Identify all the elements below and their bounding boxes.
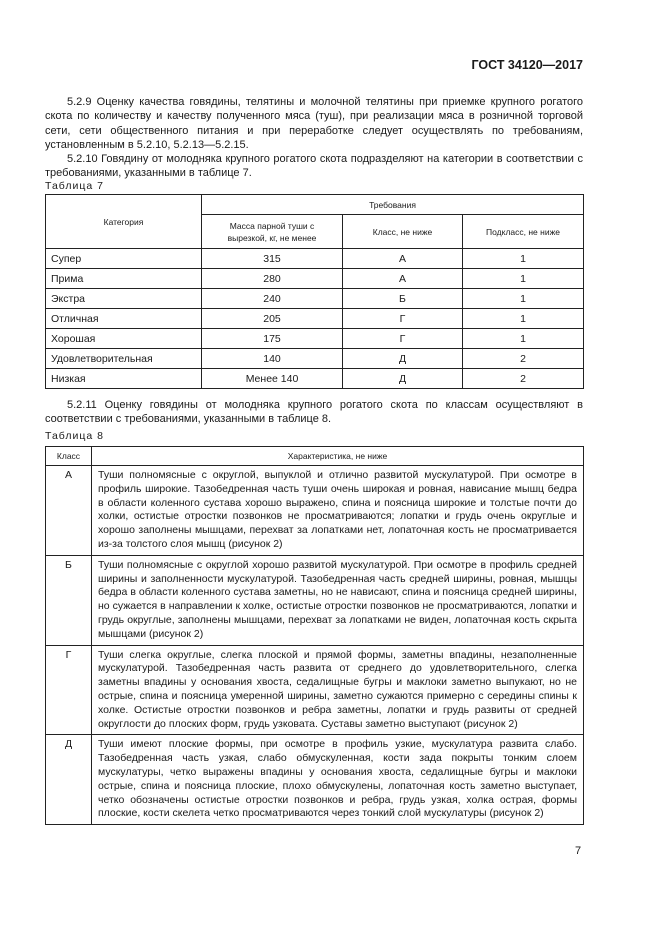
table-8 [45, 446, 584, 825]
page-number: 7 [575, 845, 582, 857]
cell-class: Б [46, 555, 92, 645]
cell-characteristic: Туши полномясные с округлой хорошо развитой мускулатурой. При осмотре в профиль средней ширины и заполненности мускулатурой. Тазобедренная часть средней ширины, ровная, мышцы бедра в области коленного сустава заметны, но не нависают, спина и поясница средней ширины, но сужается в направлении к холке, остистые отростки позвонков не просматриваются, лопатки и грудь округлые, заполнены мышцами, перехват за лопатками не виден, лопаточная кость скрыта мышцами (рисунок 2) [92, 555, 584, 645]
cell-category: Прима [46, 269, 202, 289]
table-row [46, 289, 584, 309]
cell-characteristic: Туши полномясные с округлой, выпуклой и отлично развитой мускулатурой. При осмотре в профиль широкие. Тазобедренная часть туши очень широкая и ровная, нависание мышц бедра в области коленного сустава хорошо выражено, спина и поясница широкие и толстые почти до холки, остистые отростки позвонков не просматриваются; лопатки и грудь очень округлые и хорошо заполнены мышцами, перехват за лопатками нет, лопаточная кость не просматривается из-за толстого слоя мышц (рисунок 2) [92, 466, 584, 556]
table-row [46, 349, 584, 369]
cell-subclass: 2 [463, 369, 584, 389]
header-requirements: Требования [202, 195, 584, 215]
cell-mass: 315 [202, 249, 343, 269]
table-row [46, 735, 584, 825]
cell-category: Хорошая [46, 329, 202, 349]
table-row [46, 369, 584, 389]
table-row [46, 645, 584, 735]
table-row [46, 555, 584, 645]
cell-category: Отличная [46, 309, 202, 329]
header-category: Категория [46, 195, 202, 249]
cell-subclass: 2 [463, 349, 584, 369]
cell-mass: 140 [202, 349, 343, 369]
cell-class: Г [343, 329, 463, 349]
cell-mass: 175 [202, 329, 343, 349]
cell-class: Д [46, 735, 92, 825]
document-code: ГОСТ 34120—2017 [471, 58, 583, 72]
cell-category: Супер [46, 249, 202, 269]
paragraph-5-2-10: 5.2.10 Говядину от молодняка крупного рогатого скота подразделяют на категории в соответствии с требованиями, указанными в таблице 7. [45, 153, 583, 180]
header-mass: Масса парной туши с вырезкой, кг, не менее [202, 215, 343, 249]
cell-subclass: 1 [463, 289, 584, 309]
table-7 [45, 194, 584, 389]
cell-mass: 205 [202, 309, 343, 329]
paragraph-5-2-9: 5.2.9 Оценку качества говядины, телятины и молочной телятины при приемке крупного рогатого скота по количеству и качеству полученного мяса (туш), при реализации мяса в розничной торговой сети, сети общественного питания и при переработке следует осуществлять по требованиям, установленным в 5.2.10, 5.2.13—5.2.15. [45, 96, 583, 151]
cell-subclass: 1 [463, 329, 584, 349]
cell-mass: 240 [202, 289, 343, 309]
table-row [46, 309, 584, 329]
cell-class: А [343, 249, 463, 269]
table-7-body [46, 249, 584, 389]
cell-subclass: 1 [463, 249, 584, 269]
cell-class: Г [343, 309, 463, 329]
cell-class: Г [46, 645, 92, 735]
cell-characteristic: Туши слегка округлые, слегка плоской и прямой формы, заметны впадины, незаполненные мускулатурой. Тазобедренная часть развита от среднего до удовлетворительного, слегка заметны впадины у основания хвоста, седалищные бугры и маклоки заметно выпукают, но не острые, спина и поясница умеренной ширины, заметно сужаются примерно с середины спины к холке. Остистые отростки позвонков и ребра заметны, лопатки и грудь развиты от средней округлости до плоских форм, грудь узковата. Суставы заметно выступают (рисунок 2) [92, 645, 584, 735]
table-7-caption: Таблица 7 [45, 180, 104, 192]
cell-category: Удовлетворительная [46, 349, 202, 369]
table-row [46, 329, 584, 349]
cell-category: Низкая [46, 369, 202, 389]
header-characteristic: Характеристика, не ниже [92, 447, 584, 466]
table-8-caption: Таблица 8 [45, 430, 104, 442]
cell-subclass: 1 [463, 309, 584, 329]
cell-characteristic: Туши имеют плоские формы, при осмотре в профиль узкие, мускулатура развита слабо. Тазобедренная часть узкая, слабо обмускуленная, кости зада покрыты тонким слоем мускулатуры, четко выражены впадины у основания хвоста, седалищные бугры и маклоки острые, спина и поясница плоские, плохо обмускулены, лопаточная кость заметно выступает, четко обозначены остистые отростки позвонков и ребра, грудь узкая, холка острая, формы плоские, кости скелета четко просматриваются через тонкий слой мускулатуры (рисунок 2) [92, 735, 584, 825]
table-row [46, 269, 584, 289]
cell-mass: 280 [202, 269, 343, 289]
cell-class: А [343, 269, 463, 289]
table-row [46, 466, 584, 556]
cell-class: А [46, 466, 92, 556]
cell-class: Д [343, 369, 463, 389]
table-row [46, 249, 584, 269]
cell-subclass: 1 [463, 269, 584, 289]
cell-class: Д [343, 349, 463, 369]
cell-category: Экстра [46, 289, 202, 309]
paragraph-5-2-11: 5.2.11 Оценку говядины от молодняка крупного рогатого скота по классам осуществляют в соответствии с требованиями, указанными в таблице 8. [45, 399, 583, 426]
header-class: Класс [46, 447, 92, 466]
header-subclass: Подкласс, не ниже [463, 215, 584, 249]
header-class: Класс, не ниже [343, 215, 463, 249]
cell-mass: Менее 140 [202, 369, 343, 389]
cell-class: Б [343, 289, 463, 309]
